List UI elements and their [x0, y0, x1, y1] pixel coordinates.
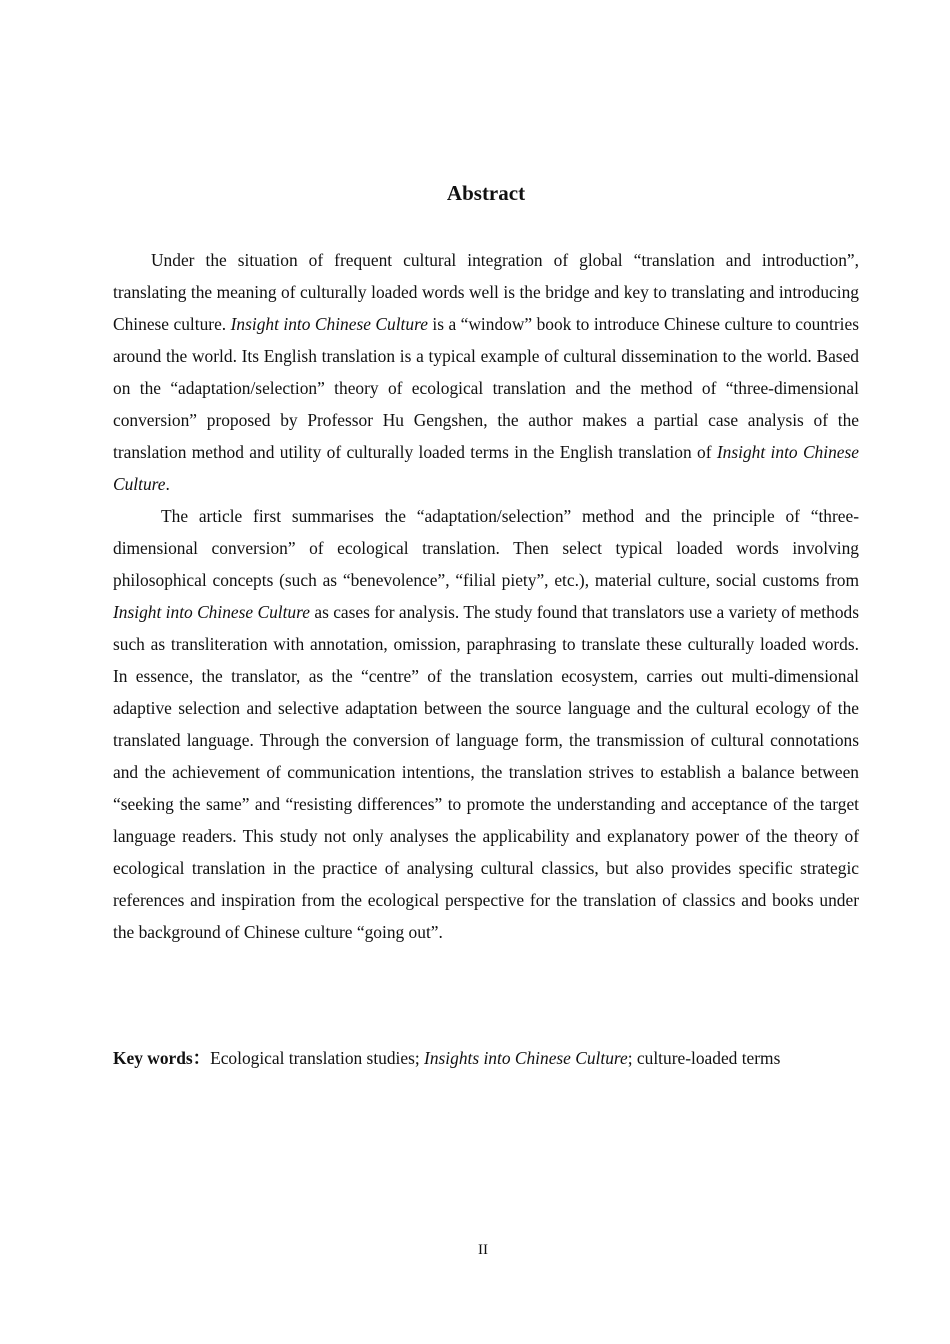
abstract-paragraph-1	[113, 244, 859, 500]
keywords-text-2: ; culture-loaded terms	[627, 1048, 781, 1068]
paragraph-1-text-2: is a “window” book to introduce Chinese culture to countries around the world. Its English translation is a typical example of cultural dissemination to the world. Based on the “adaptation/selection” theory of ecological translation and the method of “three-dimensional conversion” proposed by Professor Hu Gengshen, the author makes a partial case analysis of the translation method and utility of culturally loaded terms in the English translation of	[113, 314, 859, 462]
paragraph-1-text-3: .	[165, 474, 170, 494]
paragraph-1-book-title-1: Insight into Chinese Culture	[230, 314, 428, 334]
paragraph-2-text-2: as cases for analysis. The study found that translators use a variety of methods such as transliteration with annotation, omission, paraphrasing to translate these culturally loaded words. In essence, the translator, as the “centre” of the translation ecosystem, carries out multi-dimensional adaptive selection and selective adaptation between the source language and the cultural ecology of the translated language. Through the conversion of language form, the transmission of cultural connotations and the achievement of communication intentions, the translation strives to establish a balance between “seeking the same” and “resisting differences” to promote the understanding and acceptance of the target language readers. This study not only analyses the applicability and explanatory power of the theory of ecological translation in the practice of analysing cultural classics, but also provides specific strategic references and inspiration from the ecological perspective for the translation of classics and books under the background of Chinese culture “going out”.	[113, 602, 859, 942]
paragraph-2-text-1: The article first summarises the “adaptation/selection” method and the principle of “three-dimensional conversion” of ecological translation. Then select typical loaded words involving philosophical concepts (such as “benevolence”, “filial piety”, etc.), material culture, social customs from	[113, 506, 859, 590]
keywords-line	[113, 1042, 859, 1074]
keywords-book-title: Insights into Chinese Culture	[424, 1048, 628, 1068]
abstract-body	[113, 244, 859, 948]
paragraph-1-text-1: Under the situation of frequent cultural integration of global “translation and introduction”, translating the meaning of culturally loaded words well is the bridge and key to translating and introducing Chinese culture.	[113, 250, 859, 334]
keywords-text-1: Ecological translation studies;	[210, 1048, 425, 1068]
paragraph-1-book-title-2: Insight into Chinese Culture	[113, 442, 859, 494]
keywords-label: Key words：	[113, 1048, 211, 1068]
abstract-title: Abstract	[446, 181, 526, 205]
document-page	[113, 0, 859, 1344]
paragraph-2-book-title-1: Insight into Chinese Culture	[113, 602, 310, 622]
abstract-paragraph-2	[113, 500, 859, 948]
page-number: II	[478, 1242, 488, 1258]
